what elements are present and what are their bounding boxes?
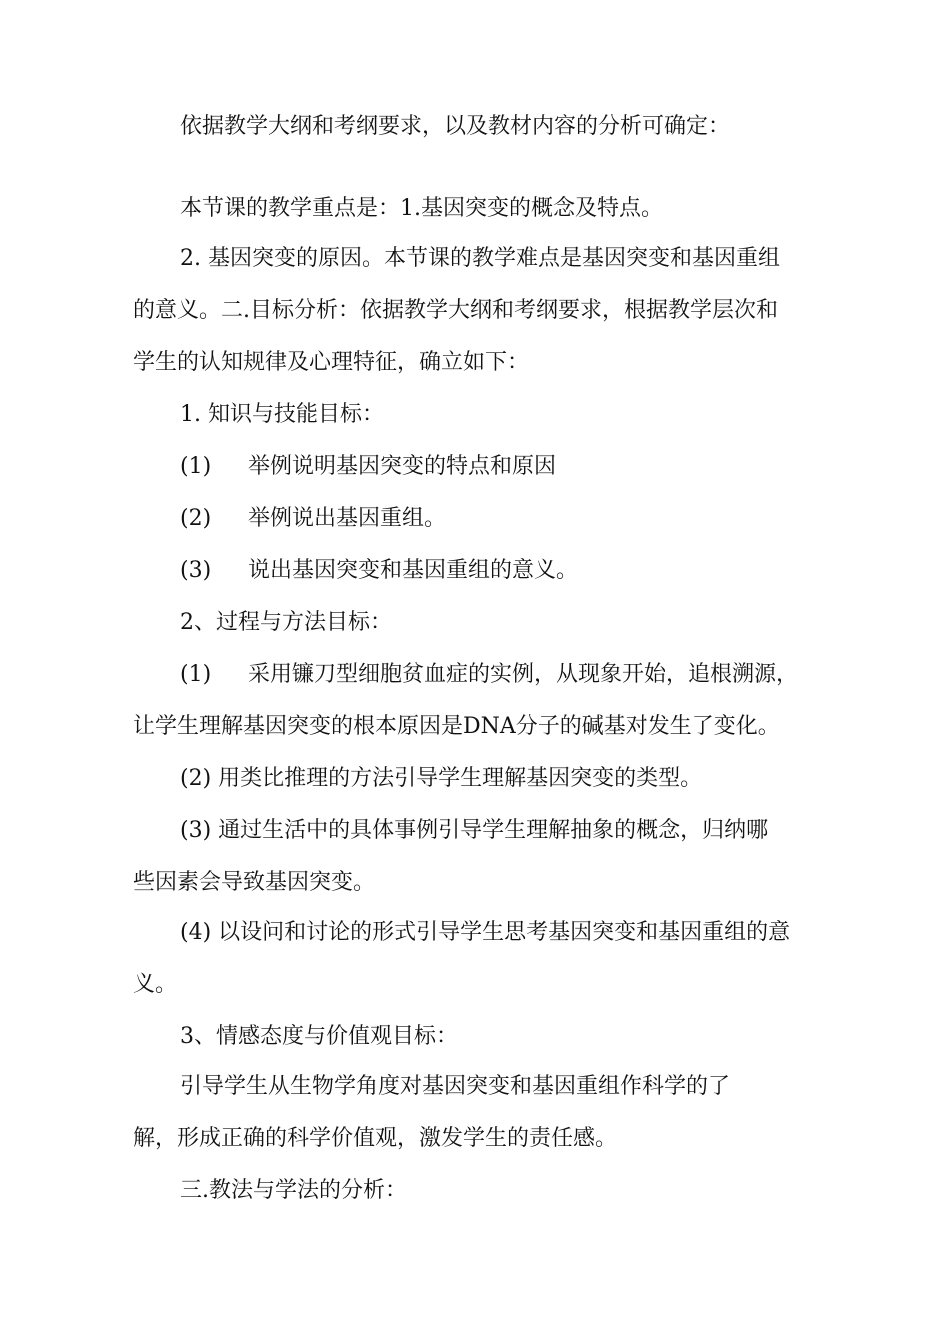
- list-item-text: 采用镰刀型细胞贫血症的实例，从现象开始，追根溯源，: [248, 662, 799, 687]
- paragraph-line: (2) 用类比推理的方法引导学生理解基因突变的类型。: [180, 766, 703, 791]
- section-heading: 3、情感态度与价值观目标：: [180, 1024, 458, 1049]
- paragraph-line: (3) 通过生活中的具体事例引导学生理解抽象的概念，归纳哪: [180, 818, 769, 843]
- list-marker: (2): [180, 506, 212, 531]
- paragraph-line: 学生的认知规律及心理特征，确立如下：: [133, 350, 530, 375]
- paragraph-line: 解，形成正确的科学价值观，激发学生的责任感。: [133, 1126, 618, 1151]
- section-heading: 三.教法与学法的分析：: [180, 1178, 407, 1203]
- list-item: [180, 504, 446, 534]
- list-marker: (1): [180, 454, 212, 479]
- paragraph-line: (4) 以设问和讨论的形式引导学生思考基因突变和基因重组的意: [180, 920, 791, 945]
- list-marker: (3): [180, 558, 212, 583]
- list-item: [180, 452, 556, 482]
- list-item-text: 举例说明基因突变的特点和原因: [248, 454, 557, 479]
- paragraph-line: 引导学生从生物学角度对基因突变和基因重组作科学的了: [180, 1074, 731, 1099]
- section-heading: 2、过程与方法目标：: [180, 610, 392, 635]
- paragraph-line: 2. 基因突变的原因。本节课的教学难点是基因突变和基因重组: [180, 246, 780, 271]
- list-marker: (1): [180, 662, 212, 687]
- list-item: [180, 660, 798, 690]
- paragraph-line: 些因素会导致基因突变。: [133, 870, 376, 895]
- paragraph-line: 的意义。二.目标分析：依据教学大纲和考纲要求，根据教学层次和: [133, 298, 778, 323]
- list-item: [180, 556, 578, 586]
- section-heading: 1. 知识与技能目标：: [180, 402, 384, 427]
- paragraph-line: 让学生理解基因突变的根本原因是DNA分子的碱基对发生了变化。: [133, 714, 780, 739]
- paragraph-line: 义。: [133, 972, 178, 997]
- paragraph-line: 本节课的教学重点是：1.基因突变的概念及特点。: [180, 196, 663, 221]
- list-item-text: 举例说出基因重组。: [248, 506, 447, 531]
- paragraph-line: 依据教学大纲和考纲要求，以及教材内容的分析可确定：: [180, 114, 731, 139]
- list-item-text: 说出基因突变和基因重组的意义。: [248, 558, 579, 583]
